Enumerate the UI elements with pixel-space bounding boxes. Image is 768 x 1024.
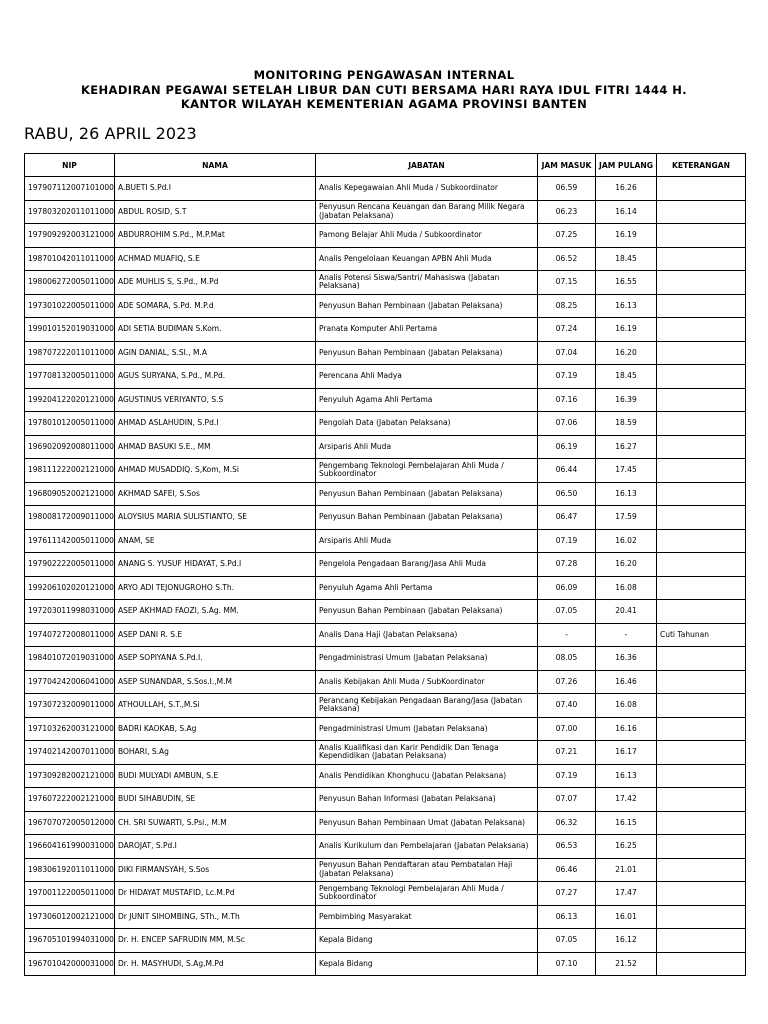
jabatan-cell: Arsiparis Ahli Muda	[316, 435, 538, 459]
jam-pulang-cell: 16.19	[596, 318, 657, 342]
keterangan-cell	[657, 741, 746, 765]
jam-masuk-cell: 07.05	[538, 929, 596, 953]
nama-cell: ACHMAD MUAFIQ, S.E	[115, 247, 316, 271]
jabatan-cell: Analis Kualifikasi dan Karir Pendidik Dan Tenaga Kependidikan (Jabatan Pelaksana)	[316, 741, 538, 765]
nama-cell: AHMAD MUSADDIQ. S,Kom, M.Si	[115, 459, 316, 483]
nip-cell: 197301022005011000	[25, 294, 115, 318]
table-header-row	[25, 154, 746, 177]
jam-masuk-cell: 07.10	[538, 952, 596, 976]
jabatan-cell: Penyusun Bahan Pembinaan (Jabatan Pelaksana)	[316, 294, 538, 318]
jam-masuk-cell: 08.25	[538, 294, 596, 318]
keterangan-cell	[657, 600, 746, 624]
keterangan-cell	[657, 835, 746, 859]
jabatan-cell: Pengelola Pengadaan Barang/Jasa Ahli Muda	[316, 553, 538, 577]
jam-masuk-cell: 07.00	[538, 717, 596, 741]
keterangan-cell	[657, 341, 746, 365]
keterangan-cell	[657, 905, 746, 929]
keterangan-cell	[657, 318, 746, 342]
table-row	[25, 224, 746, 248]
jam-pulang-cell: 16.25	[596, 835, 657, 859]
nama-cell: ARYO ADI TEJONUGROHO S.Th.	[115, 576, 316, 600]
table-row	[25, 365, 746, 389]
jam-masuk-cell: 06.46	[538, 858, 596, 882]
jabatan-cell: Analis Kebijakan Ahli Muda / SubKoordinator	[316, 670, 538, 694]
jam-pulang-cell: 18.59	[596, 412, 657, 436]
table-row	[25, 412, 746, 436]
nama-cell: AGUS SURYANA, S.Pd., M.Pd.	[115, 365, 316, 389]
keterangan-cell	[657, 764, 746, 788]
jam-masuk-cell: 06.59	[538, 177, 596, 201]
jam-pulang-cell: -	[596, 623, 657, 647]
keterangan-cell: Cuti Tahunan	[657, 623, 746, 647]
table-row	[25, 177, 746, 201]
jam-masuk-cell: 07.16	[538, 388, 596, 412]
nip-cell: 197607222002121000	[25, 788, 115, 812]
table-row	[25, 905, 746, 929]
table-row	[25, 882, 746, 906]
table-row	[25, 576, 746, 600]
report-date: RABU, 26 APRIL 2023	[24, 124, 197, 143]
nama-cell: ASEP DANI R. S.E	[115, 623, 316, 647]
jam-masuk-cell: 06.32	[538, 811, 596, 835]
nip-cell: 197803202011011000	[25, 200, 115, 224]
nip-cell: 197907112007101000	[25, 177, 115, 201]
jabatan-cell: Kepala Bidang	[316, 929, 538, 953]
table-row	[25, 741, 746, 765]
jam-masuk-cell: 08.05	[538, 647, 596, 671]
jam-pulang-cell: 20.41	[596, 600, 657, 624]
table-row	[25, 623, 746, 647]
jabatan-cell: Penyusun Rencana Keuangan dan Barang Milik Negara (Jabatan Pelaksana)	[316, 200, 538, 224]
keterangan-cell	[657, 271, 746, 295]
jam-pulang-cell: 16.20	[596, 341, 657, 365]
nama-cell: ASEP AKHMAD FAOZI, S.Ag. MM.	[115, 600, 316, 624]
nip-cell: 197203011998031000	[25, 600, 115, 624]
jam-pulang-cell: 18.45	[596, 365, 657, 389]
nip-cell: 197001122005011000	[25, 882, 115, 906]
attendance-table	[24, 153, 746, 976]
table-row	[25, 553, 746, 577]
jam-pulang-cell: 16.13	[596, 482, 657, 506]
table-row	[25, 271, 746, 295]
jam-masuk-cell: 07.19	[538, 529, 596, 553]
nip-cell: 197801012005011000	[25, 412, 115, 436]
nip-cell: 198401072019031000	[25, 647, 115, 671]
nip-cell: 197902222005011000	[25, 553, 115, 577]
jabatan-cell: Pengembang Teknologi Pembelajaran Ahli Muda / Subkoordinator	[316, 459, 538, 483]
jam-pulang-cell: 16.19	[596, 224, 657, 248]
nip-cell: 198306192011011000	[25, 858, 115, 882]
jabatan-cell: Penyusun Bahan Pembinaan (Jabatan Pelaksana)	[316, 600, 538, 624]
jam-pulang-cell: 16.02	[596, 529, 657, 553]
column-header-keterangan: KETERANGAN	[657, 154, 746, 177]
nip-cell: 196707072005012000	[25, 811, 115, 835]
table-row	[25, 341, 746, 365]
jam-masuk-cell: 07.27	[538, 882, 596, 906]
nip-cell: 196902092008011000	[25, 435, 115, 459]
jam-masuk-cell: 06.09	[538, 576, 596, 600]
keterangan-cell	[657, 694, 746, 718]
keterangan-cell	[657, 858, 746, 882]
keterangan-cell	[657, 294, 746, 318]
jam-masuk-cell: 06.52	[538, 247, 596, 271]
jam-masuk-cell: 07.04	[538, 341, 596, 365]
jabatan-cell: Penyusun Bahan Pendaftaran atau Pembatalan Haji (Jabatan Pelaksana)	[316, 858, 538, 882]
nama-cell: BUDI SIHABUDIN, SE	[115, 788, 316, 812]
jam-pulang-cell: 17.47	[596, 882, 657, 906]
jabatan-cell: Pranata Komputer Ahli Pertama	[316, 318, 538, 342]
nama-cell: AGIN DANIAL, S.SI., M.A	[115, 341, 316, 365]
nama-cell: BADRI KAOKAB, S.Ag	[115, 717, 316, 741]
jabatan-cell: Perencana Ahli Madya	[316, 365, 538, 389]
table-row	[25, 717, 746, 741]
jam-masuk-cell: 07.21	[538, 741, 596, 765]
table-row	[25, 435, 746, 459]
keterangan-cell	[657, 247, 746, 271]
jabatan-cell: Penyusun Bahan Pembinaan (Jabatan Pelaksana)	[316, 506, 538, 530]
jam-masuk-cell: 06.23	[538, 200, 596, 224]
jabatan-cell: Kepala Bidang	[316, 952, 538, 976]
table-row	[25, 764, 746, 788]
jam-masuk-cell: -	[538, 623, 596, 647]
nama-cell: BOHARI, S.Ag	[115, 741, 316, 765]
jabatan-cell: Penyuluh Agama Ahli Pertama	[316, 576, 538, 600]
jabatan-cell: Perancang Kebijakan Pengadaan Barang/Jasa (Jabatan Pelaksana)	[316, 694, 538, 718]
jabatan-cell: Penyusun Bahan Informasi (Jabatan Pelaksana)	[316, 788, 538, 812]
header-subtitle: KEHADIRAN PEGAWAI SETELAH LIBUR DAN CUTI BERSAMA HARI RAYA IDUL FITRI 1444 H.	[80, 82, 688, 97]
nip-cell: 197708132005011000	[25, 365, 115, 389]
nip-cell: 197407272008011000	[25, 623, 115, 647]
nip-cell: 199206102020121000	[25, 576, 115, 600]
keterangan-cell	[657, 459, 746, 483]
keterangan-cell	[657, 365, 746, 389]
nama-cell: Dr HIDAYAT MUSTAFID, Lc.M.Pd	[115, 882, 316, 906]
table-row	[25, 952, 746, 976]
nip-cell: 197103262003121000	[25, 717, 115, 741]
jam-pulang-cell: 16.01	[596, 905, 657, 929]
jabatan-cell: Pamong Belajar Ahli Muda / Subkoordinator	[316, 224, 538, 248]
table-row	[25, 858, 746, 882]
jam-pulang-cell: 16.13	[596, 294, 657, 318]
nama-cell: BUDI MULYADI AMBUN, S.E	[115, 764, 316, 788]
column-header-jam-pulang: JAM PULANG	[596, 154, 657, 177]
jabatan-cell: Analis Kepegawaian Ahli Muda / Subkoordinator	[316, 177, 538, 201]
jam-masuk-cell: 07.26	[538, 670, 596, 694]
jabatan-cell: Analis Pengelolaan Keuangan APBN Ahli Muda	[316, 247, 538, 271]
jabatan-cell: Pengadministrasi Umum (Jabatan Pelaksana)	[316, 647, 538, 671]
keterangan-cell	[657, 200, 746, 224]
keterangan-cell	[657, 435, 746, 459]
document-header	[0, 68, 768, 112]
keterangan-cell	[657, 717, 746, 741]
nip-cell: 197909292003121000	[25, 224, 115, 248]
jam-pulang-cell: 16.13	[596, 764, 657, 788]
nip-cell: 197306012002121000	[25, 905, 115, 929]
nip-cell: 198008172009011000	[25, 506, 115, 530]
nip-cell: 197309282002121000	[25, 764, 115, 788]
jam-masuk-cell: 07.19	[538, 365, 596, 389]
column-header-nama: NAMA	[115, 154, 316, 177]
jam-masuk-cell: 07.05	[538, 600, 596, 624]
jam-pulang-cell: 18.45	[596, 247, 657, 271]
keterangan-cell	[657, 882, 746, 906]
nip-cell: 196604161990031000	[25, 835, 115, 859]
table-row	[25, 670, 746, 694]
keterangan-cell	[657, 952, 746, 976]
jabatan-cell: Pengembang Teknologi Pembelajaran Ahli Muda / Subkoordinator	[316, 882, 538, 906]
nama-cell: ASEP SUNANDAR, S.Sos.I.,M.M	[115, 670, 316, 694]
table-body	[25, 177, 746, 976]
nama-cell: Dr JUNIT SIHOMBING, STh., M.Th	[115, 905, 316, 929]
jam-pulang-cell: 16.55	[596, 271, 657, 295]
jam-masuk-cell: 06.50	[538, 482, 596, 506]
jam-pulang-cell: 17.59	[596, 506, 657, 530]
jam-masuk-cell: 06.53	[538, 835, 596, 859]
jam-masuk-cell: 06.47	[538, 506, 596, 530]
table-row	[25, 388, 746, 412]
nama-cell: Dr. H. MASYHUDI, S.Ag,M.Pd	[115, 952, 316, 976]
jabatan-cell: Analis Kurikulum dan Pembelajaran (Jabatan Pelaksana)	[316, 835, 538, 859]
nip-cell: 196809052002121000	[25, 482, 115, 506]
nama-cell: AKHMAD SAFEI, S.Sos	[115, 482, 316, 506]
nama-cell: ASEP SOPIYANA S.Pd.I.	[115, 647, 316, 671]
nip-cell: 199204122020121000	[25, 388, 115, 412]
nip-cell: 199010152019031000	[25, 318, 115, 342]
keterangan-cell	[657, 388, 746, 412]
column-header-nip: NIP	[25, 154, 115, 177]
table-row	[25, 318, 746, 342]
nama-cell: ADI SETIA BUDIMAN S.Kom.	[115, 318, 316, 342]
jam-pulang-cell: 16.27	[596, 435, 657, 459]
table-row	[25, 788, 746, 812]
keterangan-cell	[657, 506, 746, 530]
header-title: MONITORING PENGAWASAN INTERNAL	[253, 68, 515, 82]
jam-pulang-cell: 16.39	[596, 388, 657, 412]
nama-cell: AGUSTINUS VERIYANTO, S.S	[115, 388, 316, 412]
jam-masuk-cell: 07.40	[538, 694, 596, 718]
nama-cell: CH. SRI SUWARTI, S.Psi., M.M	[115, 811, 316, 835]
jam-masuk-cell: 06.13	[538, 905, 596, 929]
jam-pulang-cell: 16.17	[596, 741, 657, 765]
jam-pulang-cell: 16.08	[596, 694, 657, 718]
jam-pulang-cell: 16.12	[596, 929, 657, 953]
table-row	[25, 694, 746, 718]
jam-masuk-cell: 07.25	[538, 224, 596, 248]
keterangan-cell	[657, 553, 746, 577]
keterangan-cell	[657, 576, 746, 600]
table-row	[25, 529, 746, 553]
nama-cell: DAROJAT, S.Pd.I	[115, 835, 316, 859]
nama-cell: ABDURROHIM S.Pd., M.P.Mat	[115, 224, 316, 248]
keterangan-cell	[657, 482, 746, 506]
table-row	[25, 482, 746, 506]
jam-pulang-cell: 16.15	[596, 811, 657, 835]
jam-pulang-cell: 17.42	[596, 788, 657, 812]
keterangan-cell	[657, 811, 746, 835]
keterangan-cell	[657, 670, 746, 694]
jam-pulang-cell: 16.16	[596, 717, 657, 741]
nama-cell: AHMAD BASUKI S.E., MM	[115, 435, 316, 459]
nama-cell: ANANG S. YUSUF HIDAYAT, S.Pd.I	[115, 553, 316, 577]
nama-cell: ATHOULLAH, S.T.,M.Si	[115, 694, 316, 718]
jabatan-cell: Penyusun Bahan Pembinaan (Jabatan Pelaksana)	[316, 341, 538, 365]
jabatan-cell: Pengadministrasi Umum (Jabatan Pelaksana)	[316, 717, 538, 741]
jabatan-cell: Penyusun Bahan Pembinaan Umat (Jabatan Pelaksana)	[316, 811, 538, 835]
nip-cell: 198111222002121000	[25, 459, 115, 483]
jabatan-cell: Analis Pendidikan Khonghucu (Jabatan Pelaksana)	[316, 764, 538, 788]
jam-pulang-cell: 16.20	[596, 553, 657, 577]
jam-pulang-cell: 21.52	[596, 952, 657, 976]
table-row	[25, 294, 746, 318]
nama-cell: ADE SOMARA, S.Pd. M.P.d	[115, 294, 316, 318]
nama-cell: ABDUL ROSID, S.T	[115, 200, 316, 224]
jam-pulang-cell: 17.45	[596, 459, 657, 483]
keterangan-cell	[657, 224, 746, 248]
nama-cell: ALOYSIUS MARIA SULISTIANTO, SE	[115, 506, 316, 530]
jam-pulang-cell: 16.26	[596, 177, 657, 201]
table-row	[25, 506, 746, 530]
table-row	[25, 929, 746, 953]
nip-cell: 196705101994031000	[25, 929, 115, 953]
header-office: KANTOR WILAYAH KEMENTERIAN AGAMA PROVINSI BANTEN	[180, 97, 588, 111]
jam-masuk-cell: 07.24	[538, 318, 596, 342]
nip-cell: 198006272005011000	[25, 271, 115, 295]
jam-masuk-cell: 07.06	[538, 412, 596, 436]
nip-cell: 197704242006041000	[25, 670, 115, 694]
nama-cell: DIKI FIRMANSYAH, S.Sos	[115, 858, 316, 882]
nama-cell: Dr. H. ENCEP SAFRUDIN MM, M.Sc	[115, 929, 316, 953]
nama-cell: ADE MUHLIS S, S.Pd., M.Pd	[115, 271, 316, 295]
table-row	[25, 835, 746, 859]
table-row	[25, 247, 746, 271]
column-header-jabatan: JABATAN	[316, 154, 538, 177]
keterangan-cell	[657, 177, 746, 201]
jam-pulang-cell: 16.36	[596, 647, 657, 671]
jam-pulang-cell: 16.46	[596, 670, 657, 694]
table-row	[25, 647, 746, 671]
jam-masuk-cell: 06.19	[538, 435, 596, 459]
jam-masuk-cell: 06.44	[538, 459, 596, 483]
jam-pulang-cell: 16.08	[596, 576, 657, 600]
table-row	[25, 600, 746, 624]
jabatan-cell: Pengolah Data (Jabatan Pelaksana)	[316, 412, 538, 436]
nama-cell: AHMAD ASLAHUDIN, S.Pd.I	[115, 412, 316, 436]
nip-cell: 197307232009011000	[25, 694, 115, 718]
table-row	[25, 811, 746, 835]
keterangan-cell	[657, 529, 746, 553]
jam-masuk-cell: 07.19	[538, 764, 596, 788]
table-row	[25, 200, 746, 224]
jam-masuk-cell: 07.07	[538, 788, 596, 812]
nip-cell: 196701042000031000	[25, 952, 115, 976]
jam-masuk-cell: 07.28	[538, 553, 596, 577]
keterangan-cell	[657, 647, 746, 671]
table-row	[25, 459, 746, 483]
keterangan-cell	[657, 412, 746, 436]
jabatan-cell: Penyusun Bahan Pembinaan (Jabatan Pelaksana)	[316, 482, 538, 506]
column-header-jam-masuk: JAM MASUK	[538, 154, 596, 177]
jam-pulang-cell: 16.14	[596, 200, 657, 224]
nama-cell: ANAM, SE	[115, 529, 316, 553]
keterangan-cell	[657, 788, 746, 812]
nip-cell: 197402142007011000	[25, 741, 115, 765]
jabatan-cell: Arsiparis Ahli Muda	[316, 529, 538, 553]
jabatan-cell: Pembimbing Masyarakat	[316, 905, 538, 929]
jam-pulang-cell: 21.01	[596, 858, 657, 882]
jam-masuk-cell: 07.15	[538, 271, 596, 295]
jabatan-cell: Analis Dana Haji (Jabatan Pelaksana)	[316, 623, 538, 647]
jabatan-cell: Analis Potensi Siswa/Santri/ Mahasiswa (Jabatan Pelaksana)	[316, 271, 538, 295]
nama-cell: A.BUETI S.Pd.I	[115, 177, 316, 201]
keterangan-cell	[657, 929, 746, 953]
nip-cell: 198701042011011000	[25, 247, 115, 271]
nip-cell: 197611142005011000	[25, 529, 115, 553]
jabatan-cell: Penyuluh Agama Ahli Pertama	[316, 388, 538, 412]
nip-cell: 198707222011011000	[25, 341, 115, 365]
